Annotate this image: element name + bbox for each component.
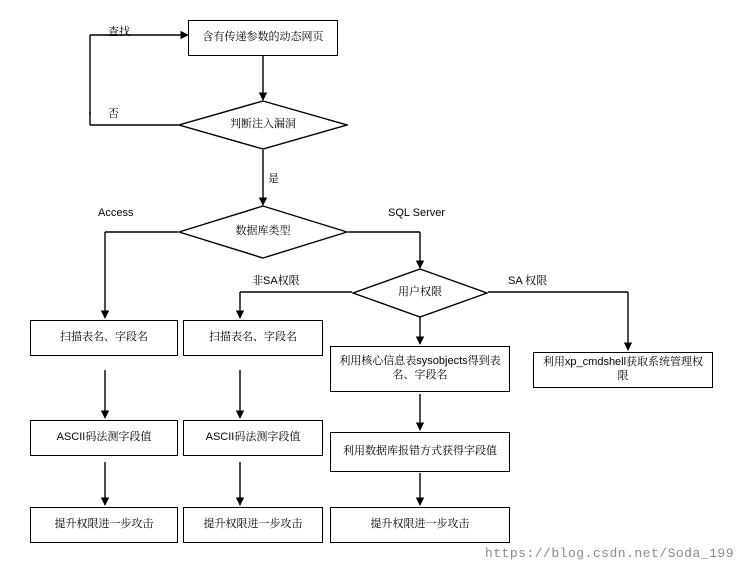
node-mid-escalate-label: 提升权限进一步攻击: [370, 518, 470, 531]
edge-label-access: Access: [98, 207, 134, 219]
node-decision-injection-label: 判断注入漏洞: [230, 118, 296, 131]
node-access-escalate-label: 提升权限进一步攻击: [54, 518, 154, 531]
node-access-scan: [30, 320, 178, 356]
edge-label-non-sa: 非SA权限: [252, 275, 300, 287]
node-decision-dbtype: [178, 205, 348, 259]
node-sysobjects-label: 利用核心信息表sysobjects得到表名、字段名: [339, 355, 501, 381]
node-nonsa-ascii: [183, 420, 323, 456]
watermark-text: https://blog.csdn.net/Soda_199: [484, 546, 734, 561]
node-decision-dbtype-label: 数据库类型: [235, 225, 291, 238]
node-nonsa-ascii-label: ASCII码法测字段值: [205, 431, 301, 444]
node-decision-injection: [178, 100, 348, 150]
edge-label-yes: 是: [268, 173, 279, 185]
node-access-ascii-label: ASCII码法测字段值: [56, 431, 152, 444]
node-nonsa-escalate: [183, 507, 323, 543]
node-start-label: 含有传递参数的动态网页: [202, 31, 324, 44]
node-access-scan-label: 扫描表名、字段名: [60, 331, 148, 344]
edge-label-lookup: 查找: [108, 26, 130, 38]
node-nonsa-scan: [183, 320, 323, 356]
node-access-ascii: [30, 420, 178, 456]
node-nonsa-scan-label: 扫描表名、字段名: [209, 331, 297, 344]
node-access-escalate: [30, 507, 178, 543]
edge-label-no: 否: [108, 108, 119, 120]
node-sysobjects: [330, 346, 510, 392]
node-nonsa-escalate-label: 提升权限进一步攻击: [203, 518, 303, 531]
edge-label-sa: SA 权限: [508, 275, 548, 287]
node-xp-cmdshell: [533, 352, 713, 388]
node-db-error: [330, 432, 510, 472]
node-mid-escalate: [330, 507, 510, 543]
node-db-error-label: 利用数据库报错方式获得字段值: [343, 445, 497, 458]
node-decision-privilege-label: 用户权限: [398, 286, 442, 299]
edge-label-sqlserver: SQL Server: [388, 207, 446, 219]
node-start: [188, 20, 338, 56]
node-xp-cmdshell-label: 利用xp_cmdshell获取系统管理权限: [542, 356, 704, 382]
node-decision-privilege: [352, 268, 488, 318]
